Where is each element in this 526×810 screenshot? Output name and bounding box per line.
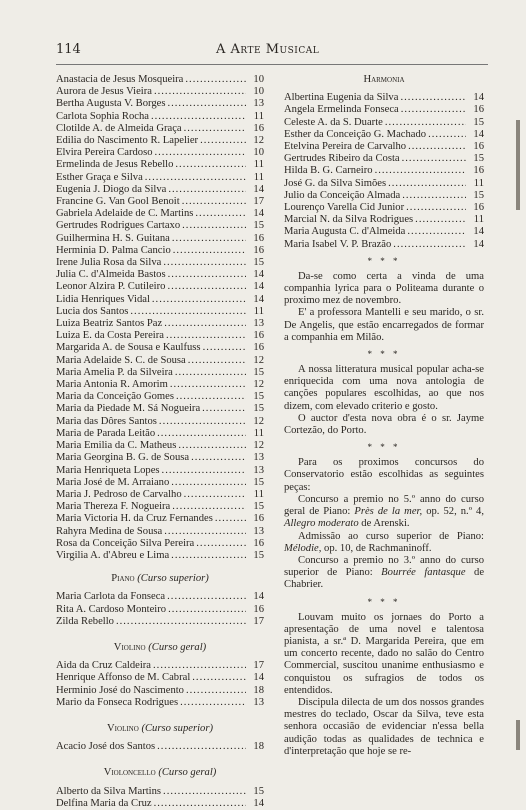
section-separator: * * * — [367, 255, 401, 266]
grade-value: 11 — [253, 171, 264, 183]
list-item — [56, 685, 264, 697]
student-name: Rosa da Conceição Silva Pereira — [56, 537, 195, 549]
leader-dots — [157, 428, 246, 440]
grade-value: 13 — [253, 696, 264, 708]
grade-value: 14 — [253, 797, 264, 809]
page-edge-mark — [516, 720, 520, 750]
news-paragraph: E' a professora Mantelli e seu marido, o sr. De Angelis, que estão encarregados de formar a companhia em Milão. — [284, 307, 484, 343]
grade-value: 15 — [473, 189, 484, 201]
student-name: Maria Adelaide S. C. de Sousa — [56, 354, 186, 366]
leader-dots — [388, 178, 466, 190]
student-name: José G. da Silva Simões — [284, 177, 387, 189]
list-item — [56, 367, 264, 379]
grade-value: 10 — [253, 147, 264, 159]
leader-dots — [164, 318, 246, 330]
grade-value: 18 — [253, 741, 264, 753]
list-item — [56, 172, 264, 184]
student-name: Elvira Pereira Cardoso — [56, 147, 153, 159]
list-item — [56, 550, 264, 562]
student-list-violino-geral — [56, 660, 264, 709]
student-name: Esther da Conceição G. Machado — [284, 128, 427, 140]
leader-dots — [168, 269, 246, 281]
student-name: Etelvina Pereira de Carvalho — [284, 141, 407, 153]
list-item — [56, 538, 264, 550]
list-item — [56, 86, 264, 98]
list-item — [56, 330, 264, 342]
student-name: Rita A. Cardoso Monteiro — [56, 603, 167, 615]
leader-dots — [167, 98, 246, 110]
grade-value: 16 — [253, 603, 264, 615]
leader-dots — [428, 129, 466, 141]
student-name: Celeste A. da S. Duarte — [284, 116, 383, 128]
leader-dots — [195, 208, 246, 220]
leader-dots — [173, 245, 246, 257]
student-name: Julia C. d'Almeida Bastos — [56, 269, 166, 281]
leader-dots — [402, 153, 466, 165]
leader-dots — [170, 379, 246, 391]
grade-value: 15 — [253, 220, 264, 232]
section-heading-violino-superior: Violino (Curso superior) — [107, 722, 213, 734]
grade-value: 15 — [253, 257, 264, 269]
list-item — [56, 604, 264, 616]
leader-dots — [154, 798, 246, 810]
student-name: Mario da Fonseca Rodrigues — [56, 696, 179, 708]
leader-dots — [202, 403, 246, 415]
list-item — [56, 135, 264, 147]
student-name: Edilia do Nascimento R. Lapelier — [56, 135, 199, 147]
grade-value: 16 — [473, 165, 484, 177]
grade-value: 11 — [473, 177, 484, 189]
left-column — [56, 74, 264, 810]
leader-dots — [185, 74, 246, 86]
list-item — [56, 616, 264, 628]
list-item — [284, 239, 484, 251]
student-name: Delfina Maria da Cruz — [56, 797, 152, 809]
student-name: Irene Julia Rosa da Silva — [56, 257, 162, 269]
leader-dots — [168, 184, 246, 196]
leader-dots — [182, 196, 246, 208]
student-name: Luiza E. da Costa Pereira — [56, 330, 164, 342]
leader-dots — [130, 306, 246, 318]
grade-value: 12 — [253, 135, 264, 147]
leader-dots — [171, 477, 246, 489]
student-name: Maria Victoria H. da Cruz Fernandes — [56, 513, 213, 525]
leader-dots — [415, 214, 466, 226]
student-name: Maria Thereza F. Nogueira — [56, 501, 171, 513]
list-item — [56, 403, 264, 415]
leader-dots — [192, 672, 246, 684]
grade-value: 12 — [253, 354, 264, 366]
grade-value: 14 — [253, 672, 264, 684]
list-item — [56, 98, 264, 110]
student-name: Maria de Parada Leitão — [56, 427, 156, 439]
section-separator: * * * — [367, 442, 401, 453]
grade-value: 14 — [473, 238, 484, 250]
leader-dots — [172, 233, 246, 245]
student-name: Maria José de M. Arraiano — [56, 476, 170, 488]
list-item — [284, 153, 484, 165]
leader-dots — [184, 123, 246, 135]
list-item — [56, 147, 264, 159]
leader-dots — [167, 281, 246, 293]
list-item — [56, 660, 264, 672]
grade-value: 15 — [253, 476, 264, 488]
student-name: Alberto da Silva Martins — [56, 785, 162, 797]
list-item — [284, 214, 484, 226]
student-name: Gertrudes Rodrigues Cartaxo — [56, 220, 181, 232]
list-item — [56, 513, 264, 525]
leader-dots — [168, 604, 246, 616]
list-item — [56, 672, 264, 684]
student-name: Esther Graça e Silva — [56, 171, 143, 183]
leader-dots — [203, 342, 246, 354]
student-list-main — [56, 74, 264, 562]
leader-dots — [159, 416, 246, 428]
student-name: Gabriela Adelaide de C. Martins — [56, 208, 194, 220]
leader-dots — [180, 697, 246, 709]
student-name: Eugenia J. Diogo da Silva — [56, 183, 167, 195]
grade-value: 13 — [253, 525, 264, 537]
list-item — [56, 489, 264, 501]
student-name: Clotilde A. de Almeida Graça — [56, 122, 182, 134]
grade-value: 12 — [253, 415, 264, 427]
list-item — [56, 111, 264, 123]
list-item — [56, 452, 264, 464]
news-paragraph: Para os proximos concursos do Conservatorio estão escolhidas as seguintes peças: — [284, 457, 484, 493]
leader-dots — [163, 257, 246, 269]
news-paragraph: Concurso a premio no 5.º anno do curso geral de Piano: Près de la mer, op. 52, n.º 4, Allegro moderato de Arenski. — [284, 493, 484, 530]
student-name: Maria da Conceição Gomes — [56, 391, 174, 403]
leader-dots — [151, 111, 246, 123]
grade-value: 14 — [253, 281, 264, 293]
list-item — [284, 202, 484, 214]
section-heading-violino-geral: Violino (Curso geral) — [113, 641, 207, 653]
leader-dots — [191, 452, 246, 464]
list-item — [284, 104, 484, 116]
list-item — [284, 190, 484, 202]
leader-dots — [154, 86, 246, 98]
grade-value: 16 — [253, 537, 264, 549]
grade-value: 15 — [473, 153, 484, 165]
grade-value: 11 — [253, 159, 264, 171]
student-name: Leonor Alzira P. Cutileiro — [56, 281, 166, 293]
grade-value: 16 — [253, 244, 264, 256]
list-item — [56, 379, 264, 391]
list-item — [56, 741, 264, 753]
list-item — [56, 220, 264, 232]
list-item — [56, 697, 264, 709]
grade-value: 16 — [253, 122, 264, 134]
running-title: A Arte Musical — [216, 42, 320, 57]
news-paragraph: Louvam muito os jornaes do Porto a apresentação de uma novel e talentosa pianista, a sr.ª D. Margarida Pereira, que em um concerto recente, dado no salão do Centro Commercial, suscitou unanime enthusiasmo e conquistou os sufragios de todos os entendidos. — [284, 611, 484, 696]
grade-value: 15 — [253, 391, 264, 403]
news-paragraph: Da-se como certa a vinda de uma companhia lyrica para o Politeama durante o proximo mez de novembro. — [284, 270, 484, 307]
grade-value: 14 — [253, 591, 264, 603]
grade-value: 12 — [253, 440, 264, 452]
leader-dots — [175, 159, 246, 171]
leader-dots — [375, 165, 466, 177]
leader-dots — [164, 526, 246, 538]
header-rule — [56, 64, 488, 65]
student-name: Lidia Henriques Vidal — [56, 293, 150, 305]
leader-dots — [166, 330, 246, 342]
student-name: Virgilia A. d'Abreu e Lima — [56, 549, 170, 561]
student-list-harmonia — [284, 92, 484, 251]
grade-value: 13 — [253, 98, 264, 110]
student-name: Maria das Dôres Santos — [56, 415, 157, 427]
leader-dots — [176, 391, 246, 403]
leader-dots — [215, 513, 246, 525]
student-name: Marcial N. da Silva Rodrigues — [284, 214, 414, 226]
list-item — [56, 440, 264, 452]
student-list-piano-superior — [56, 591, 264, 628]
grade-value: 17 — [253, 660, 264, 672]
grade-value: 15 — [253, 366, 264, 378]
grade-value: 15 — [253, 785, 264, 797]
leader-dots — [393, 239, 466, 251]
list-item — [56, 123, 264, 135]
student-name: Maria Isabel V. P. Brazão — [284, 238, 392, 250]
student-name: Herminia D. Palma Cancio — [56, 244, 171, 256]
student-name: Carlota Sophia Rocha — [56, 110, 149, 122]
grade-value: 11 — [253, 488, 264, 500]
grade-value: 10 — [253, 86, 264, 98]
list-item — [56, 355, 264, 367]
list-item — [284, 165, 484, 177]
student-name: Luiza Beatriz Santos Paz — [56, 318, 163, 330]
list-item — [56, 74, 264, 86]
grade-value: 16 — [253, 513, 264, 525]
student-name: Aida da Cruz Caldeira — [56, 660, 152, 672]
list-item — [56, 257, 264, 269]
grade-value: 11 — [473, 214, 484, 226]
leader-dots — [171, 550, 246, 562]
student-name: Aurora de Jesus Vieira — [56, 86, 152, 98]
leader-dots — [188, 355, 246, 367]
leader-dots — [200, 135, 246, 147]
grade-value: 14 — [253, 208, 264, 220]
grade-value: 17 — [253, 196, 264, 208]
list-item — [56, 342, 264, 354]
section-separator: * * * — [367, 349, 401, 360]
grade-value: 15 — [253, 403, 264, 415]
grade-value: 17 — [253, 615, 264, 627]
grade-value: 10 — [253, 74, 264, 85]
grade-value: 18 — [253, 684, 264, 696]
news-paragraph: O auctor d'esta nova obra é o sr. Jayme Cortezão, do Porto. — [284, 412, 484, 437]
section-heading-piano-superior: Piano (Curso superior) — [111, 573, 209, 585]
section-separator: * * * — [367, 596, 401, 607]
news-paragraph: Discipula dilecta de um dos nossos grandes mestres do teclado, Oscar da Silva, teve esta senhora occasião de evidenciar n'essa bella audição todas as qualidades de technica e d'interpretação que hoje se re- — [284, 696, 484, 757]
leader-dots — [196, 538, 246, 550]
student-name: Maria Georgina B. G. de Sousa — [56, 452, 190, 464]
student-name: Lourenço Varella Cid Junior — [284, 202, 405, 214]
leader-dots — [157, 741, 246, 753]
student-name: Maria Emilia da C. Matheus — [56, 440, 177, 452]
grade-value: 16 — [473, 104, 484, 116]
student-name: Gertrudes Ribeiro da Costa — [284, 153, 400, 165]
leader-dots — [186, 685, 246, 697]
leader-dots — [400, 92, 466, 104]
grade-value: 14 — [473, 92, 484, 104]
student-name: Rahyra Medina de Sousa — [56, 525, 163, 537]
list-item — [56, 233, 264, 245]
student-name: Hilda B. G. Carneiro — [284, 165, 373, 177]
leader-dots — [402, 190, 466, 202]
grade-value: 16 — [473, 141, 484, 153]
list-item — [56, 428, 264, 440]
student-name: Julio da Conceição Almada — [284, 189, 401, 201]
page-header — [56, 42, 486, 62]
leader-dots — [385, 117, 466, 129]
list-item — [56, 477, 264, 489]
leader-dots — [175, 367, 246, 379]
grade-value: 13 — [253, 464, 264, 476]
list-item — [56, 798, 264, 810]
leader-dots — [145, 172, 246, 184]
student-name: Maria Amelia P. da Silveira — [56, 366, 173, 378]
leader-dots — [406, 202, 466, 214]
leader-dots — [408, 141, 466, 153]
list-item — [284, 117, 484, 129]
list-item — [284, 178, 484, 190]
list-item — [56, 208, 264, 220]
student-name: Francine G. Van Gool Benoit — [56, 196, 180, 208]
student-name: Maria Carlota da Fonseca — [56, 591, 166, 603]
grade-value: 12 — [253, 379, 264, 391]
student-name: Angela Ermelinda Fonseca — [284, 104, 399, 116]
grade-value: 15 — [253, 501, 264, 513]
list-item — [56, 318, 264, 330]
news-paragraph: Admissão ao curso superior de Piano: Mélodie, op. 10, de Rachmaninoff. — [284, 530, 484, 554]
right-column — [284, 74, 484, 758]
student-name: Maria J. Pedroso de Carvalho — [56, 488, 182, 500]
grade-value: 15 — [473, 116, 484, 128]
leader-dots — [182, 220, 246, 232]
grade-value: 16 — [253, 232, 264, 244]
leader-dots — [152, 294, 246, 306]
list-item — [56, 281, 264, 293]
grade-value: 13 — [253, 452, 264, 464]
list-item — [56, 416, 264, 428]
grade-value: 14 — [473, 226, 484, 238]
student-name: Henrique Affonso de M. Cabral — [56, 672, 191, 684]
leader-dots — [163, 786, 246, 798]
grade-value: 14 — [253, 183, 264, 195]
student-name: Bertha Augusta V. Borges — [56, 98, 166, 110]
list-item — [56, 294, 264, 306]
leader-dots — [401, 104, 466, 116]
list-item — [284, 141, 484, 153]
student-name: Zilda Rebello — [56, 615, 114, 627]
student-name: Maria Augusta C. d'Almeida — [284, 226, 406, 238]
leader-dots — [407, 226, 466, 238]
section-heading-violoncello-geral: Violoncello (Curso geral) — [103, 767, 217, 779]
student-name: Maria Antonia R. Amorim — [56, 379, 168, 391]
grade-value: 14 — [253, 269, 264, 281]
list-item — [56, 391, 264, 403]
list-item — [284, 129, 484, 141]
student-name: Albertina Eugenia da Silva — [284, 92, 399, 104]
leader-dots — [167, 591, 246, 603]
list-item — [56, 526, 264, 538]
list-item — [56, 306, 264, 318]
grade-value: 16 — [253, 330, 264, 342]
news-paragraph: A nossa litteratura musical popular acha-se enriquecida com uma nova antologia de canções populares escolhidas, ao que nos dizem, com elevado criterio e gosto. — [284, 364, 484, 412]
leader-dots — [184, 489, 246, 501]
leader-dots — [172, 501, 246, 513]
grade-value: 15 — [253, 549, 264, 561]
grade-value: 14 — [473, 128, 484, 140]
student-name: Maria da Piedade M. Sá Nogueira — [56, 403, 201, 415]
student-name: Maria Henriqueta Lopes — [56, 464, 160, 476]
list-item — [284, 226, 484, 238]
grade-value: 14 — [253, 293, 264, 305]
grade-value: 11 — [253, 427, 264, 439]
list-item — [56, 591, 264, 603]
grade-value: 13 — [253, 318, 264, 330]
page-edge-mark — [516, 120, 520, 210]
leader-dots — [153, 660, 246, 672]
student-name: Anastacia de Jesus Mosqueira — [56, 74, 184, 85]
student-name: Guilhermina H. S. Guitana — [56, 232, 170, 244]
student-name: Lucia dos Santos — [56, 305, 129, 317]
student-list-violoncello-geral — [56, 786, 264, 810]
news-paragraph: Concurso a premio no 3.º anno do curso superior de Piano: Bourrée fantasque de Chabrier. — [284, 554, 485, 591]
list-item — [56, 269, 264, 281]
list-item — [284, 92, 484, 104]
leader-dots — [155, 147, 247, 159]
list-item — [56, 501, 264, 513]
grade-value: 11 — [253, 305, 264, 317]
grade-value: 16 — [473, 202, 484, 214]
grade-value: 16 — [253, 342, 264, 354]
student-list-violino-superior — [56, 741, 264, 753]
leader-dots — [162, 465, 246, 477]
list-item — [56, 465, 264, 477]
leader-dots — [178, 440, 246, 452]
student-name: Acacio José dos Santos — [56, 741, 156, 753]
list-item — [56, 159, 264, 171]
student-name: Ermelinda de Jesus Rebello — [56, 159, 174, 171]
section-heading-harmonia: Harmonia — [363, 74, 405, 85]
student-name: Herminio José do Nascimento — [56, 684, 184, 696]
list-item — [56, 245, 264, 257]
page-number: 114 — [56, 42, 81, 57]
list-item — [56, 184, 264, 196]
list-item — [56, 786, 264, 798]
leader-dots — [116, 616, 246, 628]
list-item — [56, 196, 264, 208]
grade-value: 11 — [253, 110, 264, 122]
student-name: Margarida A. de Sousa e Kaulfuss — [56, 342, 201, 354]
